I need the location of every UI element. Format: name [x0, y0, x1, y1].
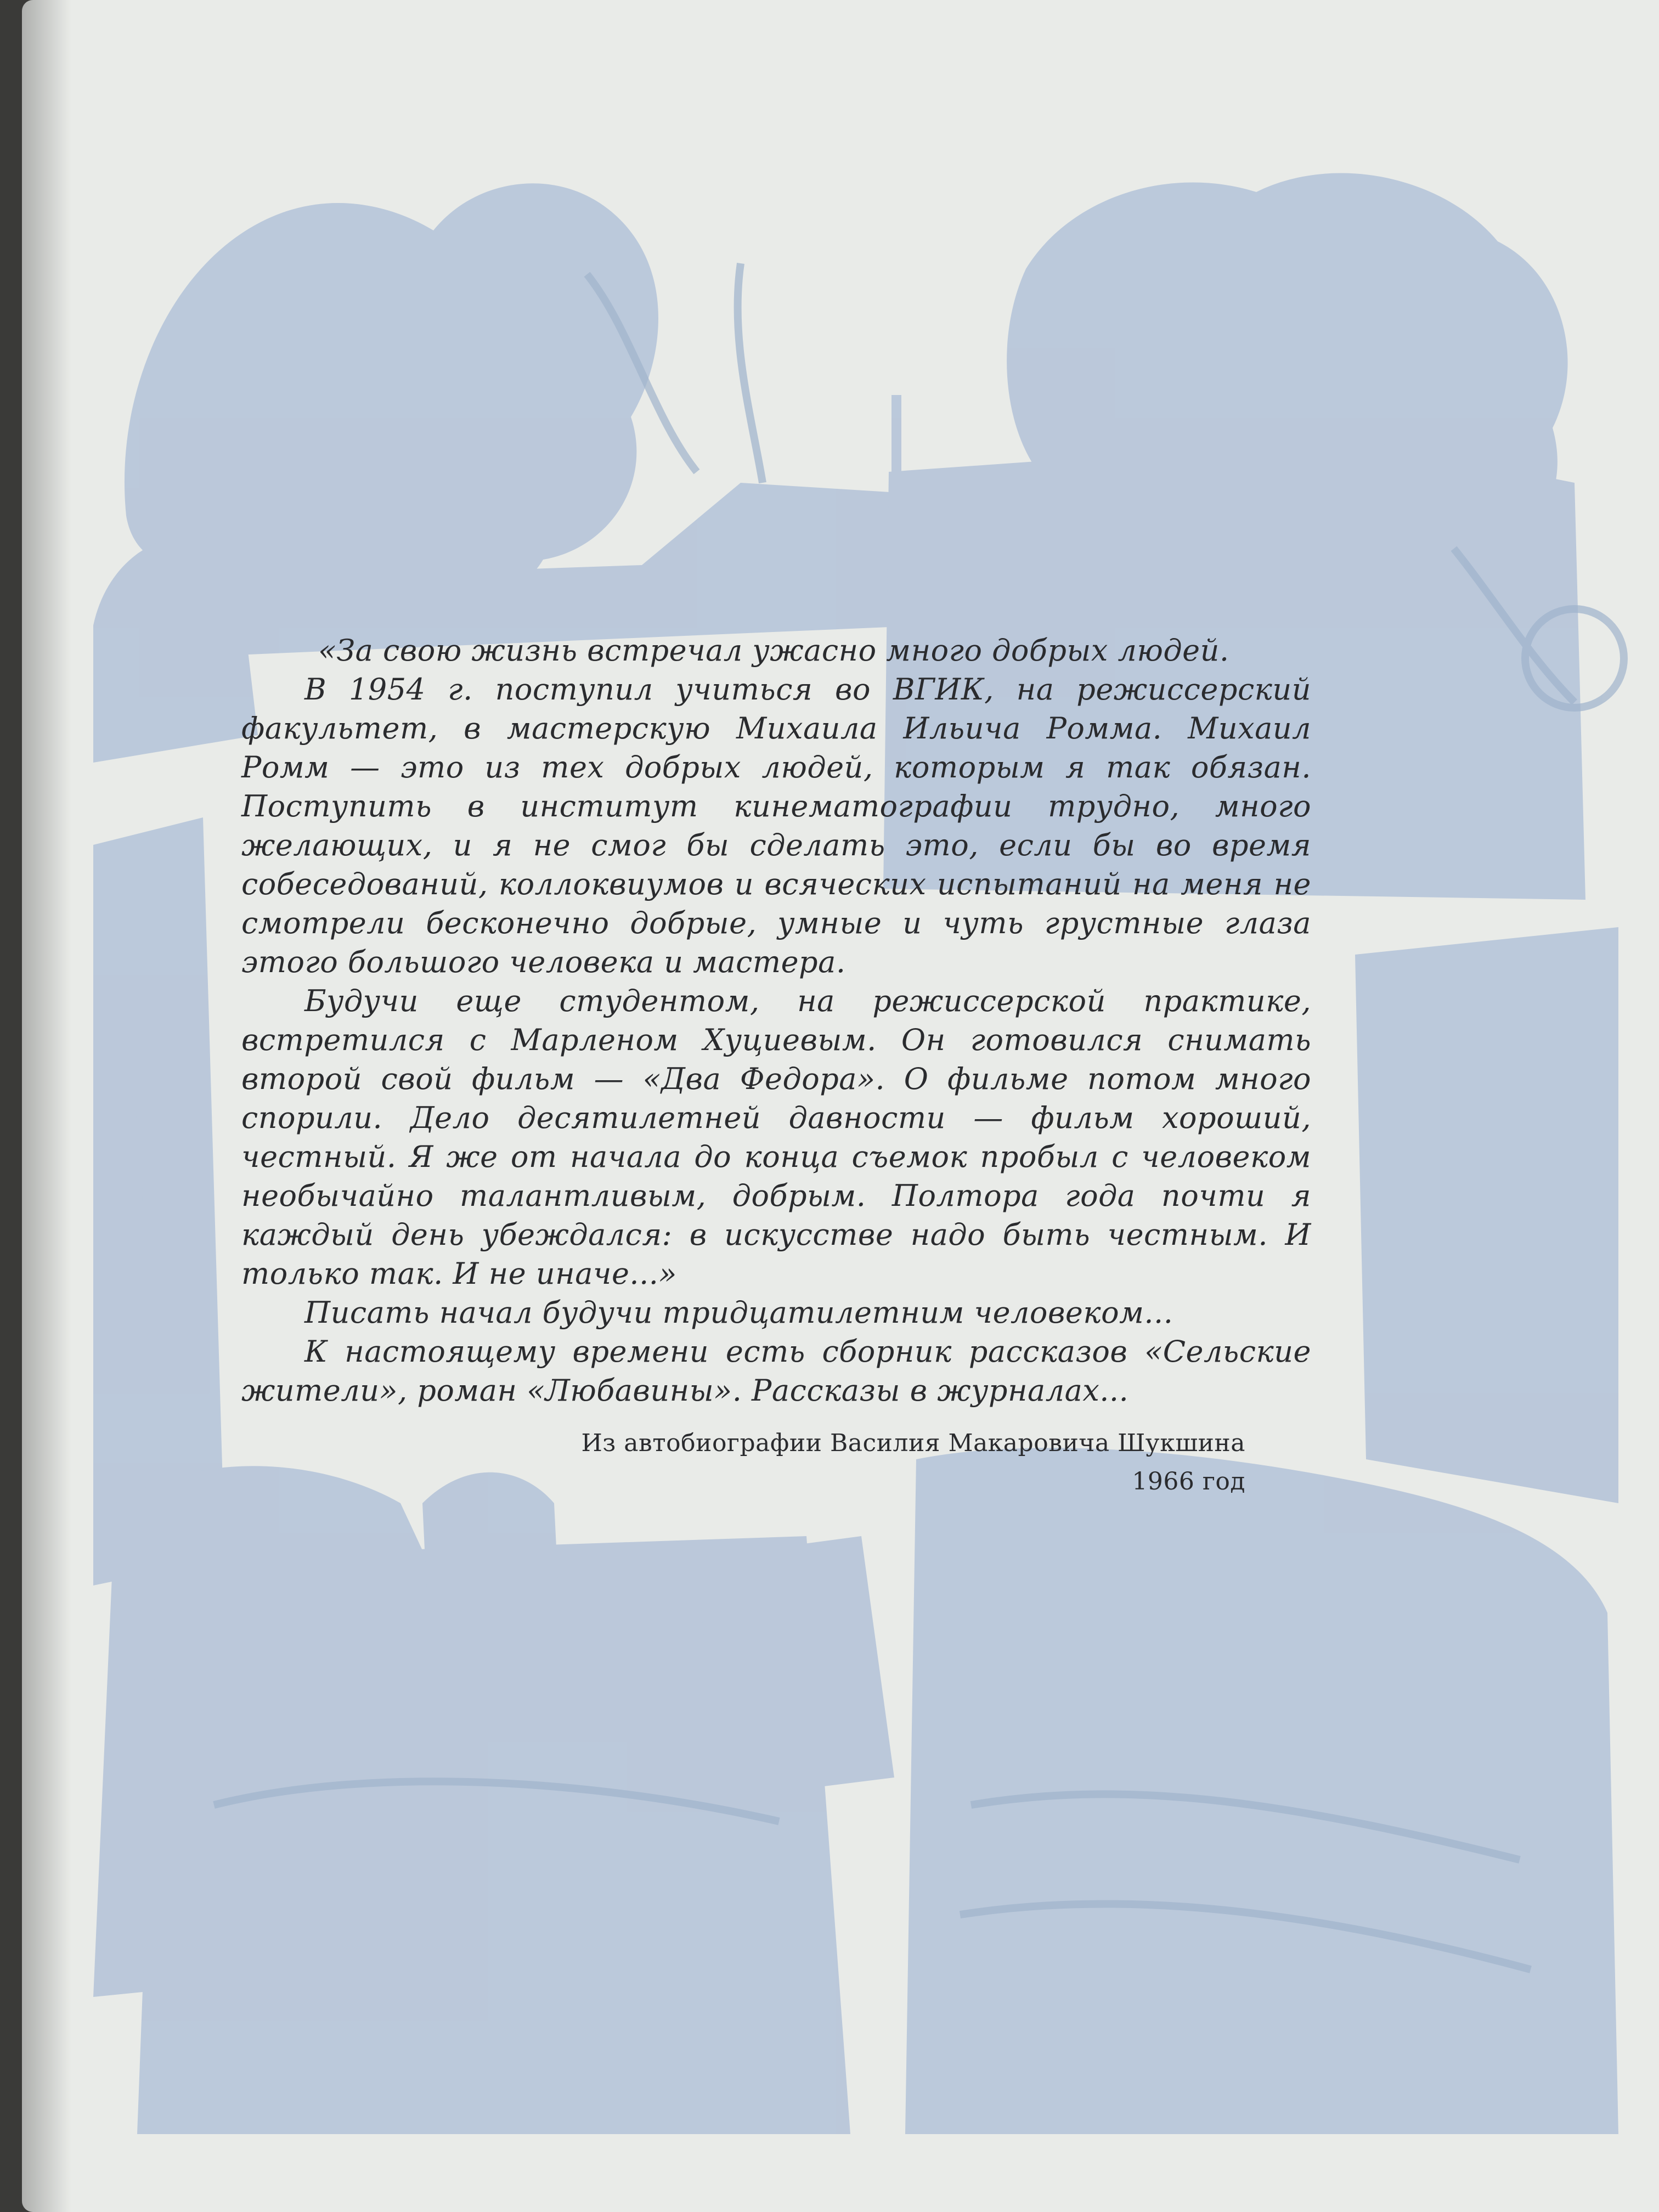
autobiography-quote	[241, 631, 1311, 1501]
quote-paragraph: В 1954 г. поступил учиться во ВГИК, на режиссерский факультет, в мастерскую Михаила Ильича Ромма. Михаил Ромм — это из тех добрых людей, которым я так обязан. Поступить в институт кинематографии трудно, много желающих, и я не смог бы сделать это, если бы во время собеседований, коллоквиумов и всяческих испытаний на меня не смотрели бесконечно добрые, умные и чуть грустные глаза этого большого человека и мастера.	[241, 672, 1311, 979]
quote-paragraph: Будучи еще студентом, на режиссерской практике, встретился с Марленом Хуциевым. Он готовился снимать второй свой фильм — «Два Федора». О фильме потом много спорили. Дело десятилетней давности — фильм хороший, честный. Я же от начала до конца съемок пробыл с человеком необычайно талантливым, добрым. Полтора года почти я каждый день убеждался: в искусстве надо быть честным. И только так. И не иначе...»	[241, 984, 1311, 1291]
attribution-year: 1966 год	[1132, 1468, 1245, 1496]
quote-paragraph: Писать начал будучи тридцатилетним человеком...	[304, 1295, 1173, 1330]
book-page	[22, 0, 1659, 2212]
attribution-source: Из автобиографии Василия Макаровича Шукшина	[581, 1429, 1245, 1457]
quote-paragraph: «За свою жизнь встречал ужасно много добрых людей.	[318, 633, 1229, 668]
page-gutter-shadow	[22, 0, 71, 2212]
quote-paragraph: К настоящему времени есть сборник рассказов «Сельские жители», роман «Любавины». Рассказы в журналах...	[241, 1334, 1311, 1408]
quote-attribution	[241, 1424, 1311, 1501]
